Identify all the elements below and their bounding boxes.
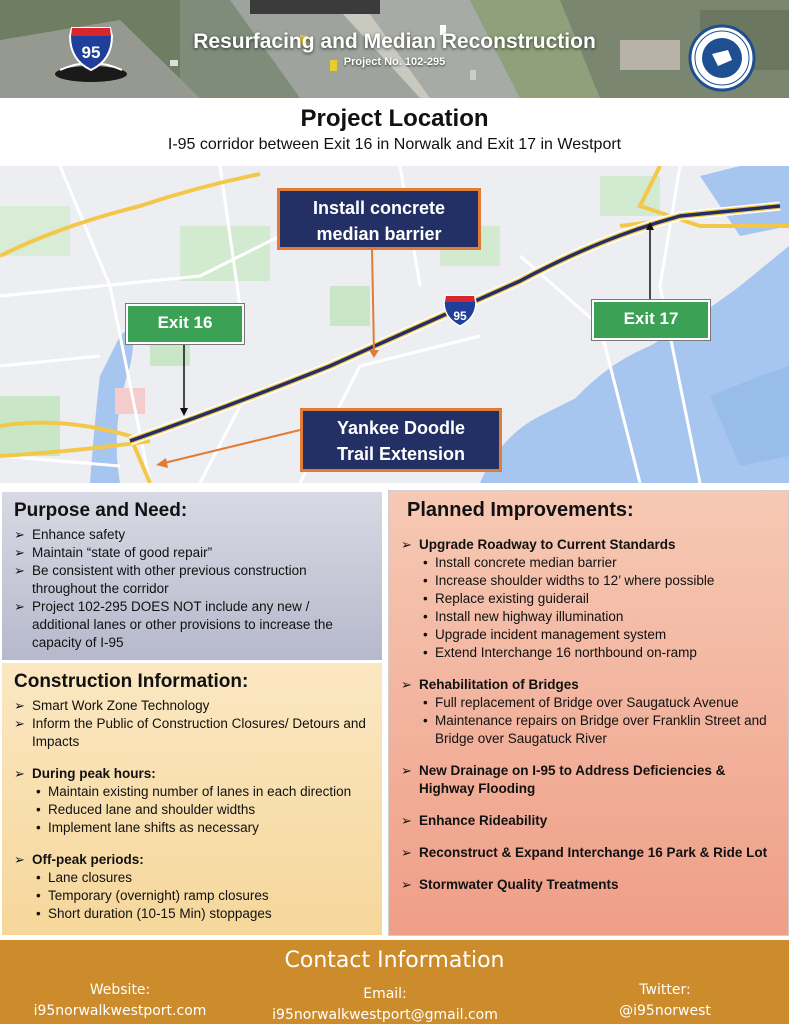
contact-footer: [0, 940, 789, 1024]
spacer: [401, 748, 776, 762]
twitter-block: [585, 980, 745, 1022]
email-label: Email:: [363, 986, 407, 1002]
construction-title: Construction Information:: [14, 671, 249, 692]
spacer: [401, 862, 776, 876]
purpose-and-need-panel: [2, 492, 382, 660]
project-number: Project No. 102-295: [343, 56, 446, 68]
list-item: • Maintenance repairs on Bridge over Franklin Street and Bridge over Saugatuck River: [401, 712, 776, 748]
construction-list: [14, 697, 370, 923]
website-link[interactable]: i95norwalkwestport.com: [33, 1003, 207, 1019]
list-item: ➢ Inform the Public of Construction Closures/ Detours and Impacts: [14, 715, 370, 751]
callout-exit-16: Exit 16: [126, 304, 244, 344]
twitter-link[interactable]: @i95norwest: [619, 1003, 711, 1019]
list-item: • Replace existing guiderail: [401, 590, 776, 608]
callout-trail-extension: Yankee Doodle Trail Extension: [300, 408, 502, 472]
ct-dot-seal: [688, 24, 756, 92]
list-item: ➢ Smart Work Zone Technology: [14, 697, 370, 715]
list-item: • Upgrade incident management system: [401, 626, 776, 644]
list-item: ➢ Enhance Rideability: [401, 812, 776, 830]
website-label: Website:: [89, 982, 151, 998]
list-item: ➢ Enhance safety: [14, 526, 370, 544]
purpose-title: Purpose and Need:: [14, 500, 188, 521]
list-item: ➢ Project 102-295 DOES NOT include any new / additional lanes or other provisions to increase the capacity of I-95: [14, 598, 370, 652]
location-title: Project Location: [300, 105, 489, 132]
list-item: ➢ Reconstruct & Expand Interchange 16 Park & Ride Lot: [401, 844, 776, 862]
list-item: • Maintain existing number of lanes in each direction: [14, 783, 370, 801]
list-item: ➢ Be consistent with other previous construction throughout the corridor: [14, 562, 370, 598]
list-item: • Full replacement of Bridge over Saugatuck Avenue: [401, 694, 776, 712]
spacer: [14, 751, 370, 765]
purpose-list: [14, 526, 370, 652]
website-block: [20, 980, 220, 1022]
list-item: • Install new highway illumination: [401, 608, 776, 626]
svg-text:95: 95: [81, 43, 101, 62]
callout-exit-17: Exit 17: [592, 300, 710, 340]
list-item: • Reduced lane and shoulder widths: [14, 801, 370, 819]
list-item: • Short duration (10-15 Min) stoppages: [14, 905, 370, 923]
spacer: [401, 662, 776, 676]
bridges-label: ➢ Rehabilitation of Bridges: [401, 676, 776, 694]
ct-dot-seal-icon: [688, 24, 756, 92]
list-item: • Lane closures: [14, 869, 370, 887]
off-peak-label: ➢ Off-peak periods:: [14, 851, 370, 869]
spacer: [401, 830, 776, 844]
list-item: ➢ Stormwater Quality Treatments: [401, 876, 776, 894]
planned-title: Planned Improvements:: [407, 499, 634, 521]
location-subtitle: I-95 corridor between Exit 16 in Norwalk and Exit 17 in Westport: [167, 136, 622, 153]
list-item: • Increase shoulder widths to 12’ where possible: [401, 572, 776, 590]
list-item: • Install concrete median barrier: [401, 554, 776, 572]
roadway-label: ➢ Upgrade Roadway to Current Standards: [401, 536, 776, 554]
email-block: [255, 984, 515, 1024]
list-item: • Temporary (overnight) ramp closures: [14, 887, 370, 905]
project-map: [0, 166, 789, 483]
callout-median-barrier: Install concrete median barrier: [277, 188, 481, 250]
peak-hours-label: ➢ During peak hours:: [14, 765, 370, 783]
list-item: • Extend Interchange 16 northbound on-ramp: [401, 644, 776, 662]
svg-text:95: 95: [453, 309, 467, 323]
list-item: ➢ New Drainage on I-95 to Address Deficiencies & Highway Flooding: [401, 762, 776, 798]
email-link[interactable]: i95norwalkwestport@gmail.com: [272, 1007, 498, 1023]
planned-improvements-panel: [388, 490, 789, 936]
header-banner: [0, 0, 789, 98]
contact-title: Contact Information: [284, 948, 505, 973]
list-item: ➢ Maintain “state of good repair”: [14, 544, 370, 562]
list-item: • Implement lane shifts as necessary: [14, 819, 370, 837]
planned-list: [401, 536, 776, 894]
spacer: [401, 798, 776, 812]
twitter-label: Twitter:: [639, 982, 691, 998]
construction-information-panel: [2, 663, 382, 935]
header-title: Resurfacing and Median Reconstruction: [193, 30, 596, 53]
spacer: [14, 837, 370, 851]
